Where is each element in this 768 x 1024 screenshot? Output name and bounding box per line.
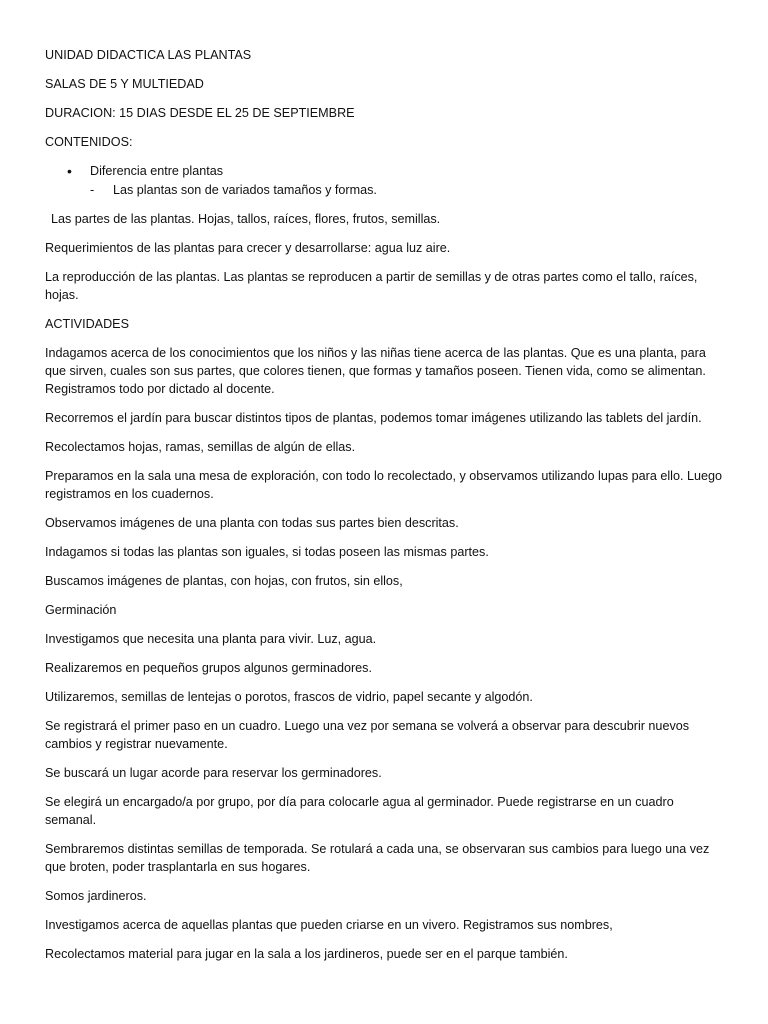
paragraph: Indagamos si todas las plantas son iguales, si todas poseen las mismas partes. — [45, 545, 489, 559]
paragraph: Recolectamos material para jugar en la sala a los jardineros, puede ser en el parque también. — [45, 947, 568, 961]
list-item-text: Diferencia entre plantas — [90, 164, 224, 178]
paragraph: Preparamos en la sala una mesa de exploración, con todo lo recolectado, y observamos utilizando lupas para ello. Luego registramos en los cuadernos. — [45, 469, 722, 501]
paragraph: Se elegirá un encargado/a por grupo, por día para colocarle agua al germinador. Puede registrarse en un cuadro semanal. — [45, 795, 674, 827]
document-page — [45, 46, 725, 974]
sub-list-item — [45, 181, 725, 199]
bullet-marker: • — [67, 163, 72, 179]
section-heading-jardineros: Somos jardineros. — [45, 889, 147, 903]
salas-line: SALAS DE 5 Y MULTIEDAD — [45, 77, 204, 91]
paragraph: Sembraremos distintas semillas de temporada. Se rotulará a cada una, se observaran sus cambios para luego una vez que broten, poder trasplantarla en sus hogares. — [45, 842, 710, 874]
paragraph: Se buscará un lugar acorde para reservar los germinadores. — [45, 766, 382, 780]
paragraph: Realizaremos en pequeños grupos algunos germinadores. — [45, 661, 372, 675]
paragraph: Las partes de las plantas. Hojas, tallos, raíces, flores, frutos, semillas. — [51, 212, 441, 226]
duracion-line: DURACION: 15 DIAS DESDE EL 25 DE SEPTIEMBRE — [45, 106, 355, 120]
paragraph: Observamos imágenes de una planta con todas sus partes bien descritas. — [45, 516, 459, 530]
paragraph: Indagamos acerca de los conocimientos que los niños y las niñas tiene acerca de las plantas. Que es una planta, para que sirven, cuales son sus partes, que colores tienen, que formas y tamaños poseen. Tienen vida, como se alimentan. Registramos todo por dictado al docente. — [45, 346, 706, 396]
paragraph: Se registrará el primer paso en un cuadro. Luego una vez por semana se volverá a observar para descubrir nuevos cambios y registrar nuevamente. — [45, 719, 690, 751]
dash-marker: - — [90, 183, 95, 197]
paragraph: Utilizaremos, semillas de lentejas o porotos, frascos de vidrio, papel secante y algodón. — [45, 690, 533, 704]
paragraph: Recolectamos hojas, ramas, semillas de algún de ellas. — [45, 440, 356, 454]
paragraph: Investigamos acerca de aquellas plantas que pueden criarse en un vivero. Registramos sus nombres, — [45, 918, 613, 932]
contenidos-heading: CONTENIDOS: — [45, 135, 133, 149]
actividades-heading: ACTIVIDADES — [45, 317, 129, 331]
document-title: UNIDAD DIDACTICA LAS PLANTAS — [45, 48, 252, 62]
list-item — [45, 162, 725, 180]
section-heading-germinacion: Germinación — [45, 603, 117, 617]
paragraph: Investigamos que necesita una planta para vivir. Luz, agua. — [45, 632, 377, 646]
sub-list-item-text: Las plantas son de variados tamaños y formas. — [113, 183, 377, 197]
paragraph: Buscamos imágenes de plantas, con hojas, con frutos, sin ellos, — [45, 574, 403, 588]
contenidos-list — [45, 162, 725, 199]
paragraph: La reproducción de las plantas. Las plantas se reproducen a partir de semillas y de otras partes como el tallo, raíces, hojas. — [45, 270, 698, 302]
paragraph: Requerimientos de las plantas para crecer y desarrollarse: agua luz aire. — [45, 241, 451, 255]
paragraph: Recorremos el jardín para buscar distintos tipos de plantas, podemos tomar imágenes utilizando las tablets del jardín. — [45, 411, 702, 425]
